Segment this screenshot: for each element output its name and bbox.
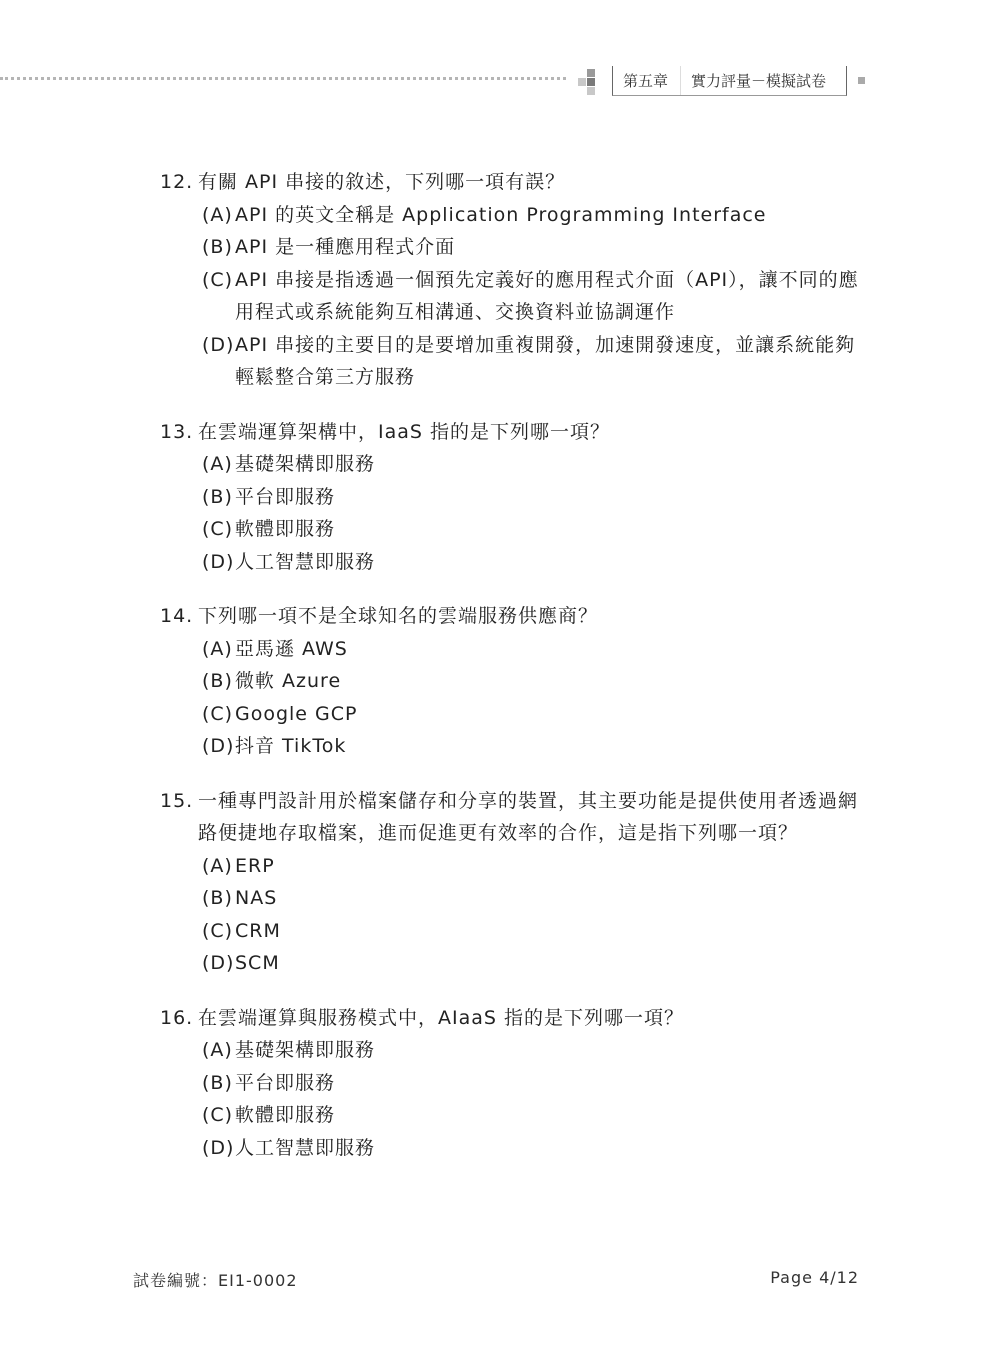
question-15: [160, 785, 870, 980]
option-text: ERP: [235, 854, 275, 877]
option-b: [202, 231, 870, 264]
question-list: [160, 166, 870, 1186]
option-text: Google GCP: [235, 702, 358, 725]
option-text: 軟體即服務: [235, 518, 336, 540]
question-number: 15.: [160, 789, 194, 812]
header-dotted-rule: [0, 77, 566, 80]
option-c: [202, 264, 870, 329]
option-c: [202, 698, 870, 731]
question-14: [160, 600, 870, 763]
option-text: NAS: [235, 887, 278, 909]
option-text: API 是一種應用程式介面: [235, 236, 456, 258]
option-text: 基礎架構即服務: [235, 453, 376, 475]
option-letter: (B): [202, 887, 233, 909]
option-letter: (D): [202, 1136, 235, 1159]
option-letter: (B): [202, 670, 233, 692]
option-b: [202, 882, 870, 915]
option-letter: (D): [202, 333, 235, 356]
question-text: 在雲端運算與服務模式中，AIaaS 指的是下列哪一項？: [198, 1006, 684, 1029]
chapter-label: 第五章: [623, 72, 669, 90]
option-letter: (A): [202, 854, 233, 877]
question-text: 一種專門設計用於檔案儲存和分享的裝置，其主要功能是提供使用者透過網路便捷地存取檔案，進而促進更有效率的合作，這是指下列哪一項？: [198, 789, 859, 844]
option-letter: (D): [202, 952, 235, 974]
option-text: API 串接是指透過一個預先定義好的應用程式介面（API），讓不同的應用程式或系統能夠互相溝通、交換資料並協調運作: [235, 268, 859, 323]
option-letter: (C): [202, 268, 234, 291]
option-a: [202, 633, 870, 666]
page-number: Page 4/12: [770, 1268, 859, 1287]
question-number: 13.: [160, 420, 194, 443]
chapter-title: 實力評量－模擬試卷: [680, 66, 836, 95]
option-b: [202, 665, 870, 698]
option-letter: (C): [202, 518, 234, 540]
option-text: 平台即服務: [235, 485, 336, 508]
question-number: 16.: [160, 1006, 194, 1029]
option-d: [202, 730, 870, 763]
exam-id: 試卷編號：EI1-0002: [133, 1271, 298, 1290]
option-text: 人工智慧即服務: [235, 550, 376, 573]
option-a: [202, 850, 870, 883]
question-text: 下列哪一項不是全球知名的雲端服務供應商？: [198, 605, 599, 627]
option-letter: (B): [202, 485, 233, 508]
option-d: [202, 546, 870, 579]
option-letter: (A): [202, 203, 233, 226]
option-letter: (A): [202, 1039, 233, 1061]
question-number: 14.: [160, 605, 194, 627]
option-letter: (C): [202, 702, 234, 725]
option-letter: (C): [202, 919, 234, 942]
option-letter: (D): [202, 735, 235, 757]
option-text: 微軟 Azure: [235, 670, 342, 692]
option-letter: (A): [202, 637, 233, 660]
header-square-icon: [858, 77, 865, 84]
option-text: CRM: [235, 919, 281, 942]
option-c: [202, 1099, 870, 1132]
question-12: [160, 166, 870, 394]
question-number: 12.: [160, 171, 194, 193]
option-a: [202, 448, 870, 481]
option-letter: (D): [202, 550, 235, 573]
option-text: 軟體即服務: [235, 1104, 336, 1126]
option-a: [202, 199, 870, 232]
option-text: 亞馬遜 AWS: [235, 637, 348, 660]
option-b: [202, 1067, 870, 1100]
option-text: SCM: [235, 952, 280, 974]
option-d: [202, 947, 870, 980]
question-text: 有關 API 串接的敘述，下列哪一項有誤？: [198, 171, 566, 193]
option-c: [202, 513, 870, 546]
option-b: [202, 481, 870, 514]
header-decoration-icon: [578, 68, 604, 94]
option-text: 基礎架構即服務: [235, 1039, 376, 1061]
question-16: [160, 1002, 870, 1165]
option-d: [202, 329, 870, 394]
option-text: API 串接的主要目的是要增加重複開發，加速開發速度，並讓系統能夠輕鬆整合第三方服務: [235, 333, 856, 388]
option-letter: (C): [202, 1104, 234, 1126]
option-d: [202, 1132, 870, 1165]
question-13: [160, 416, 870, 579]
option-text: 平台即服務: [235, 1071, 336, 1094]
chapter-header: [612, 66, 847, 96]
option-letter: (B): [202, 236, 233, 258]
option-letter: (B): [202, 1071, 233, 1094]
option-text: 人工智慧即服務: [235, 1136, 376, 1159]
option-text: 抖音 TikTok: [235, 735, 347, 757]
option-a: [202, 1034, 870, 1067]
option-text: API 的英文全稱是 Application Programming Interface: [235, 203, 767, 226]
option-letter: (A): [202, 453, 233, 475]
option-c: [202, 915, 870, 948]
question-text: 在雲端運算架構中，IaaS 指的是下列哪一項？: [198, 420, 610, 443]
